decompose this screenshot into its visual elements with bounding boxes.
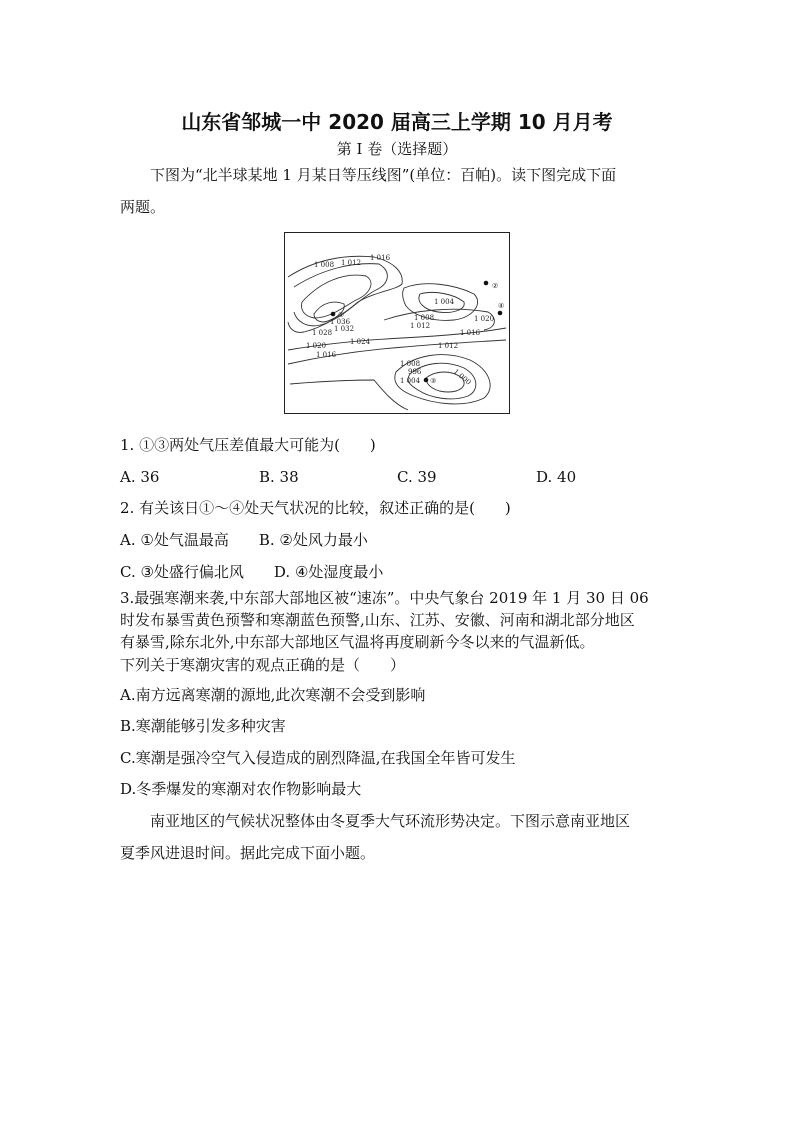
intro-line-2: 两题。 (120, 198, 166, 216)
isobar-label: 1 008 (314, 261, 335, 269)
isobar-label: 996 (408, 368, 422, 376)
isobar-label: 1 012 (341, 259, 362, 267)
isobar-label: 1 016 (316, 351, 337, 359)
q3-option-a: A.南方远离寒潮的源地,此次寒潮不会受到影响 (120, 686, 426, 704)
page-title: 山东省邹城一中 2020 届高三上学期 10 月月考 (181, 110, 613, 134)
q3-line-4: 下列关于寒潮灾害的观点正确的是（ ） (120, 656, 406, 674)
isobar-label: 1 024 (350, 338, 371, 346)
isobar-label: 1 012 (438, 342, 459, 350)
intro2-line-1: 南亚地区的气候状况整体由冬夏季大气环流形势决定。下图示意南亚地区 (150, 812, 631, 830)
isobar-label: 1 028 (312, 329, 333, 337)
q2-options-cd: C. ③处盛行偏北风 D. ④处湿度最小 (120, 563, 384, 581)
point-1-label: ① (338, 311, 345, 319)
q3-line-2: 时发布暴雪黄色预警和寒潮蓝色预警,山东、江苏、安徽、河南和湖北部分地区 (120, 611, 635, 629)
isobar-label: 1 020 (474, 315, 495, 323)
q3-line-3: 有暴雪,除东北外,中东部大部地区气温将再度刷新今冬以来的气温新低。 (120, 633, 595, 651)
question-2-stem: 2. 有关该日①～④处天气状况的比较，叙述正确的是( ) (120, 499, 511, 517)
isobar-label: 1 004 (400, 377, 421, 385)
q1-option-d: D. 40 (536, 468, 577, 486)
point-2-dot (484, 281, 489, 286)
question-1-stem: 1. ①③两处气压差值最大可能为( ) (120, 436, 376, 454)
q3-option-d: D.冬季爆发的寒潮对农作物影响最大 (120, 780, 362, 798)
point-3-dot (424, 378, 429, 383)
point-1-dot (331, 312, 336, 317)
intro-line-1: 下图为“北半球某地 1 月某日等压线图”(单位：百帕)。读下图完成下面 (150, 166, 617, 184)
point-3-label: ③ (430, 377, 437, 385)
q3-option-b: B.寒潮能够引发多种灾害 (120, 717, 286, 735)
isobar-label: 1 012 (410, 322, 431, 330)
q1-option-c: C. 39 (397, 468, 437, 486)
isobar-label: 1 004 (434, 298, 455, 306)
q3-option-c: C.寒潮是强冷空气入侵造成的剧烈降温,在我国全年皆可发生 (120, 749, 516, 767)
isobar-map-svg (284, 232, 510, 414)
q1-option-b: B. 38 (259, 468, 299, 486)
q2-options-ab: A. ①处气温最高 B. ②处风力最小 (120, 531, 368, 549)
isobar-label: 1 016 (460, 329, 481, 337)
isobar-label: 1 000 (451, 367, 473, 387)
isobar-label: 1 008 (400, 360, 421, 368)
isobar-label: 1 020 (306, 342, 327, 350)
isobar-label: 1 016 (370, 254, 391, 262)
q3-line-1: 3.最强寒潮来袭,中东部大部地区被“速冻”。中央气象台 2019 年 1 月 30 日 06 (120, 589, 649, 607)
intro2-line-2: 夏季风进退时间。据此完成下面小题。 (120, 844, 376, 862)
isobar-label: 1 008 (414, 314, 435, 322)
isobar-label: 1 032 (334, 325, 355, 333)
point-4-label: ④ (498, 302, 505, 310)
point-4-dot (498, 311, 503, 316)
isobar-map (284, 232, 510, 414)
section-subtitle: 第 I 卷（选择题） (336, 140, 458, 158)
isobar-label: 1 036 (330, 318, 351, 326)
q1-option-a: A. 36 (120, 468, 160, 486)
point-2-label: ② (492, 282, 499, 290)
